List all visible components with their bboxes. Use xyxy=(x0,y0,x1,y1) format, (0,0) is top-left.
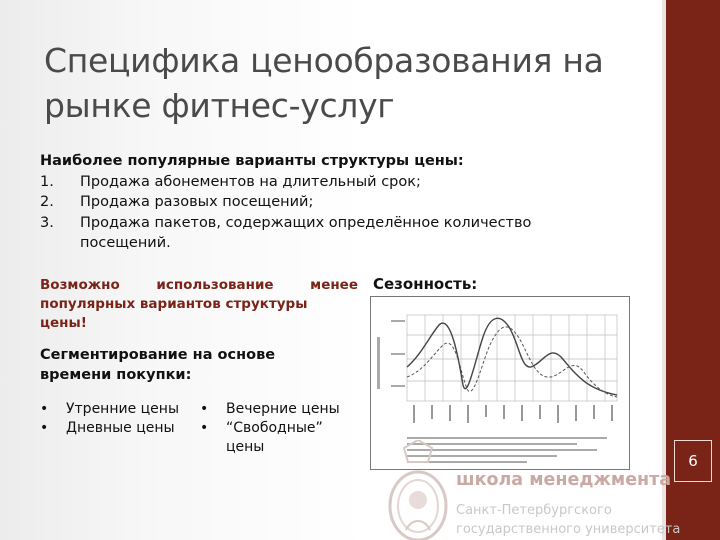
page-number: 6 xyxy=(674,440,712,482)
bullet-marker: • xyxy=(40,420,49,436)
bullet-marker: • xyxy=(200,420,209,436)
bullet-marker: • xyxy=(40,401,49,417)
note-line-2: популярных вариантов структуры цены! xyxy=(40,296,308,331)
logo-university-line-1: Санкт-Петербургского xyxy=(456,503,612,518)
list-item xyxy=(200,419,370,457)
note-alternative-structures xyxy=(40,276,358,333)
list-item-text: Продажа разовых посещений; xyxy=(80,194,314,210)
slide-title-line-2: рынке фитнес-услуг xyxy=(44,86,395,125)
list-item xyxy=(40,400,200,419)
list-item-text: Дневные цены xyxy=(66,420,175,436)
list-item-text: Продажа абонементов на длительный срок; xyxy=(80,173,421,190)
slide-title xyxy=(44,38,644,128)
segmentation-heading-line-1: Сегментирование на основе xyxy=(40,347,276,363)
school-logo xyxy=(384,440,681,540)
list-item-text: Утренние цены xyxy=(66,401,180,417)
logo-school-name: школа менеджмента xyxy=(456,470,672,490)
list-item-number: 3. xyxy=(40,214,54,231)
time-prices-right-column xyxy=(200,400,370,457)
seasonality-label: Сезонность: xyxy=(373,275,478,293)
price-structure-list xyxy=(40,172,636,254)
slide-title-line-1: Специфика ценообразования на xyxy=(44,41,604,80)
list-item xyxy=(40,192,636,213)
list-item xyxy=(200,400,370,419)
segmentation-heading-line-2: времени покупки: xyxy=(40,367,192,383)
note-line-1: Возможно использование менее xyxy=(40,277,358,293)
logo-university-name xyxy=(456,501,680,539)
list-item-text: Продажа пакетов, содержащих определённое количество xyxy=(80,214,532,231)
list-item-text: “Свободные” xyxy=(226,420,323,436)
list-item xyxy=(40,213,636,254)
list-item-number: 1. xyxy=(40,173,54,190)
list-item-text-continued: посещений. xyxy=(80,235,171,251)
time-prices-left-column xyxy=(40,400,200,438)
university-seal-icon xyxy=(384,440,450,540)
list-item xyxy=(40,172,636,193)
list-item-text-continued: цены xyxy=(226,439,265,455)
logo-university-line-2: государственного университета xyxy=(456,522,681,537)
bullet-marker: • xyxy=(200,401,209,417)
list-item-number: 2. xyxy=(40,194,54,210)
price-structure-block xyxy=(40,151,636,254)
list-item-text: Вечерние цены xyxy=(226,401,340,417)
segmentation-heading xyxy=(40,345,340,385)
list-item xyxy=(40,419,200,438)
price-structure-heading: Наиболее популярные варианты структуры цены: xyxy=(40,153,464,169)
